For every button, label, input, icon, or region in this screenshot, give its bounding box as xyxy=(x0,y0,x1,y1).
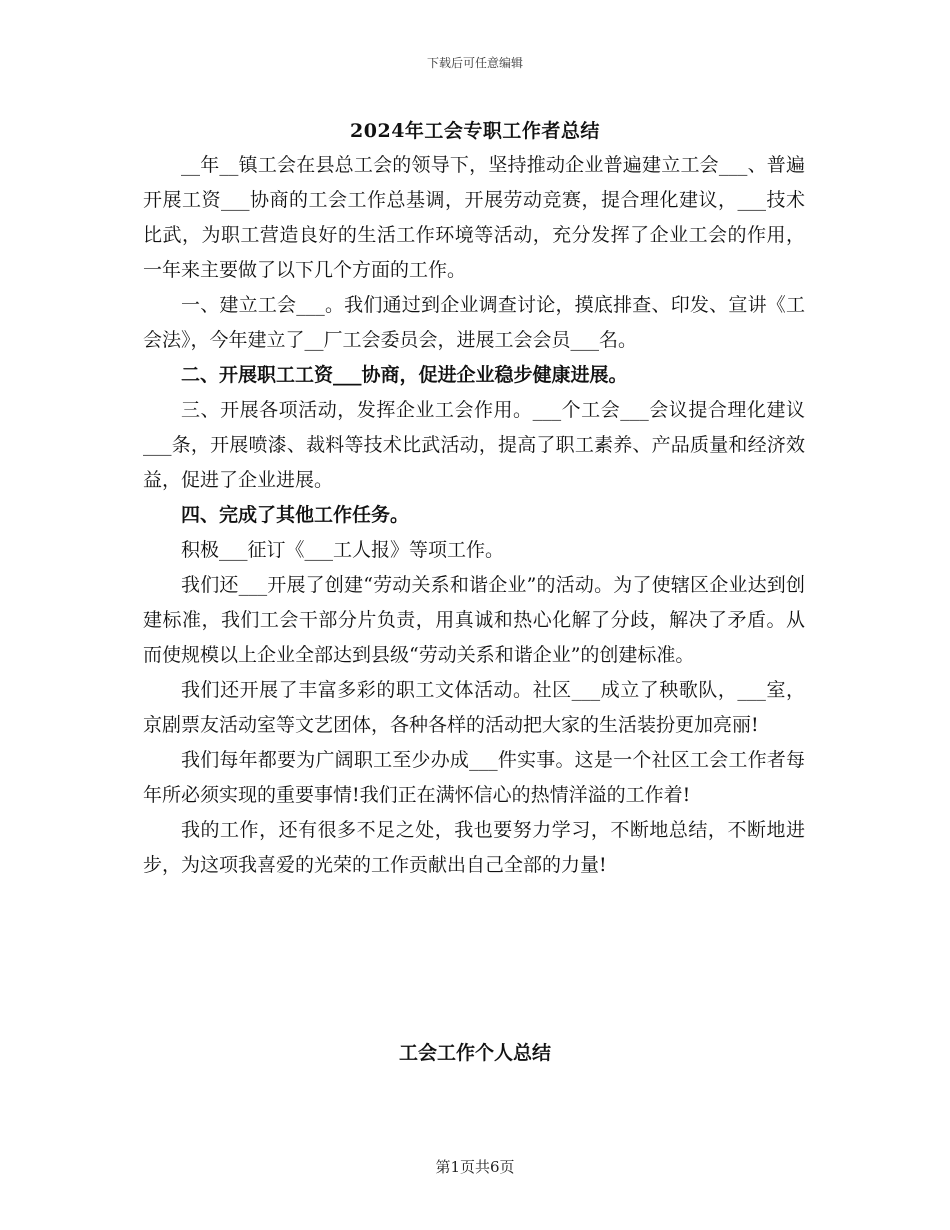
paragraph-intro: __年__镇工会在县总工会的领导下，坚持推动企业普遍建立工会___、普遍开展工资___协商的工会工作总基调，开展劳动竞赛，提合理化建议，___技术比武，为职工营造良好的生活工作环境等活动，充分发挥了企业工会的作用，一年来主要做了以下几个方面的工作。 xyxy=(143,154,805,281)
page-header-note: 下载后可任意编辑 xyxy=(426,56,523,70)
paragraph-section-1: 一、建立工会___。我们通过到企业调查讨论，摸底排查、印发、宣讲《工会法》，今年建立了__厂工会委员会，进展工会会员___名。 xyxy=(143,294,805,351)
paragraph-section-2-heading: 二、开展职工工资___协商，促进企业稳步健康进展。 xyxy=(181,364,628,386)
document-body xyxy=(143,148,805,883)
paragraph-subscription: 积极___征订《___工人报》等项工作。 xyxy=(181,539,505,561)
paragraph-harmony-campaign: 我们还___开展了创建“劳动关系和谐企业”的活动。为了使辖区企业达到创建标准，我们工会干部分片负责，用真诚和热心化解了分歧，解决了矛盾。从而使规模以上企业全部达到县级“劳动关系和谐企业”的创建标准。 xyxy=(143,574,805,666)
paragraph-section-4-heading: 四、完成了其他工作任务。 xyxy=(181,504,410,526)
paragraph-cultural-activities: 我们还开展了丰富多彩的职工文体活动。社区___成立了秧歌队，___室，京剧票友活动室等文艺团体，各种各样的活动把大家的生活装扮更加亮丽! xyxy=(143,679,805,736)
page-number: 第1页共6页 xyxy=(435,1158,515,1176)
document-title: 2024年工会专职工作者总结 xyxy=(350,120,600,142)
paragraph-conclusion: 我的工作，还有很多不足之处，我也要努力学习，不断地总结，不断地进步，为这项我喜爱的光荣的工作贡献出自己全部的力量! xyxy=(143,819,805,876)
second-document-title: 工会工作个人总结 xyxy=(398,1042,551,1064)
paragraph-practical-affairs: 我们每年都要为广阔职工至少办成___件实事。这是一个社区工会工作者每年所必须实现的重要事情!我们正在满怀信心的热情洋溢的工作着! xyxy=(143,749,805,806)
paragraph-section-3: 三、开展各项活动，发挥企业工会作用。___个工会___会议提合理化建议___条，开展喷漆、裁料等技术比武活动，提高了职工素养、产品质量和经济效益，促进了企业进展。 xyxy=(143,399,805,491)
